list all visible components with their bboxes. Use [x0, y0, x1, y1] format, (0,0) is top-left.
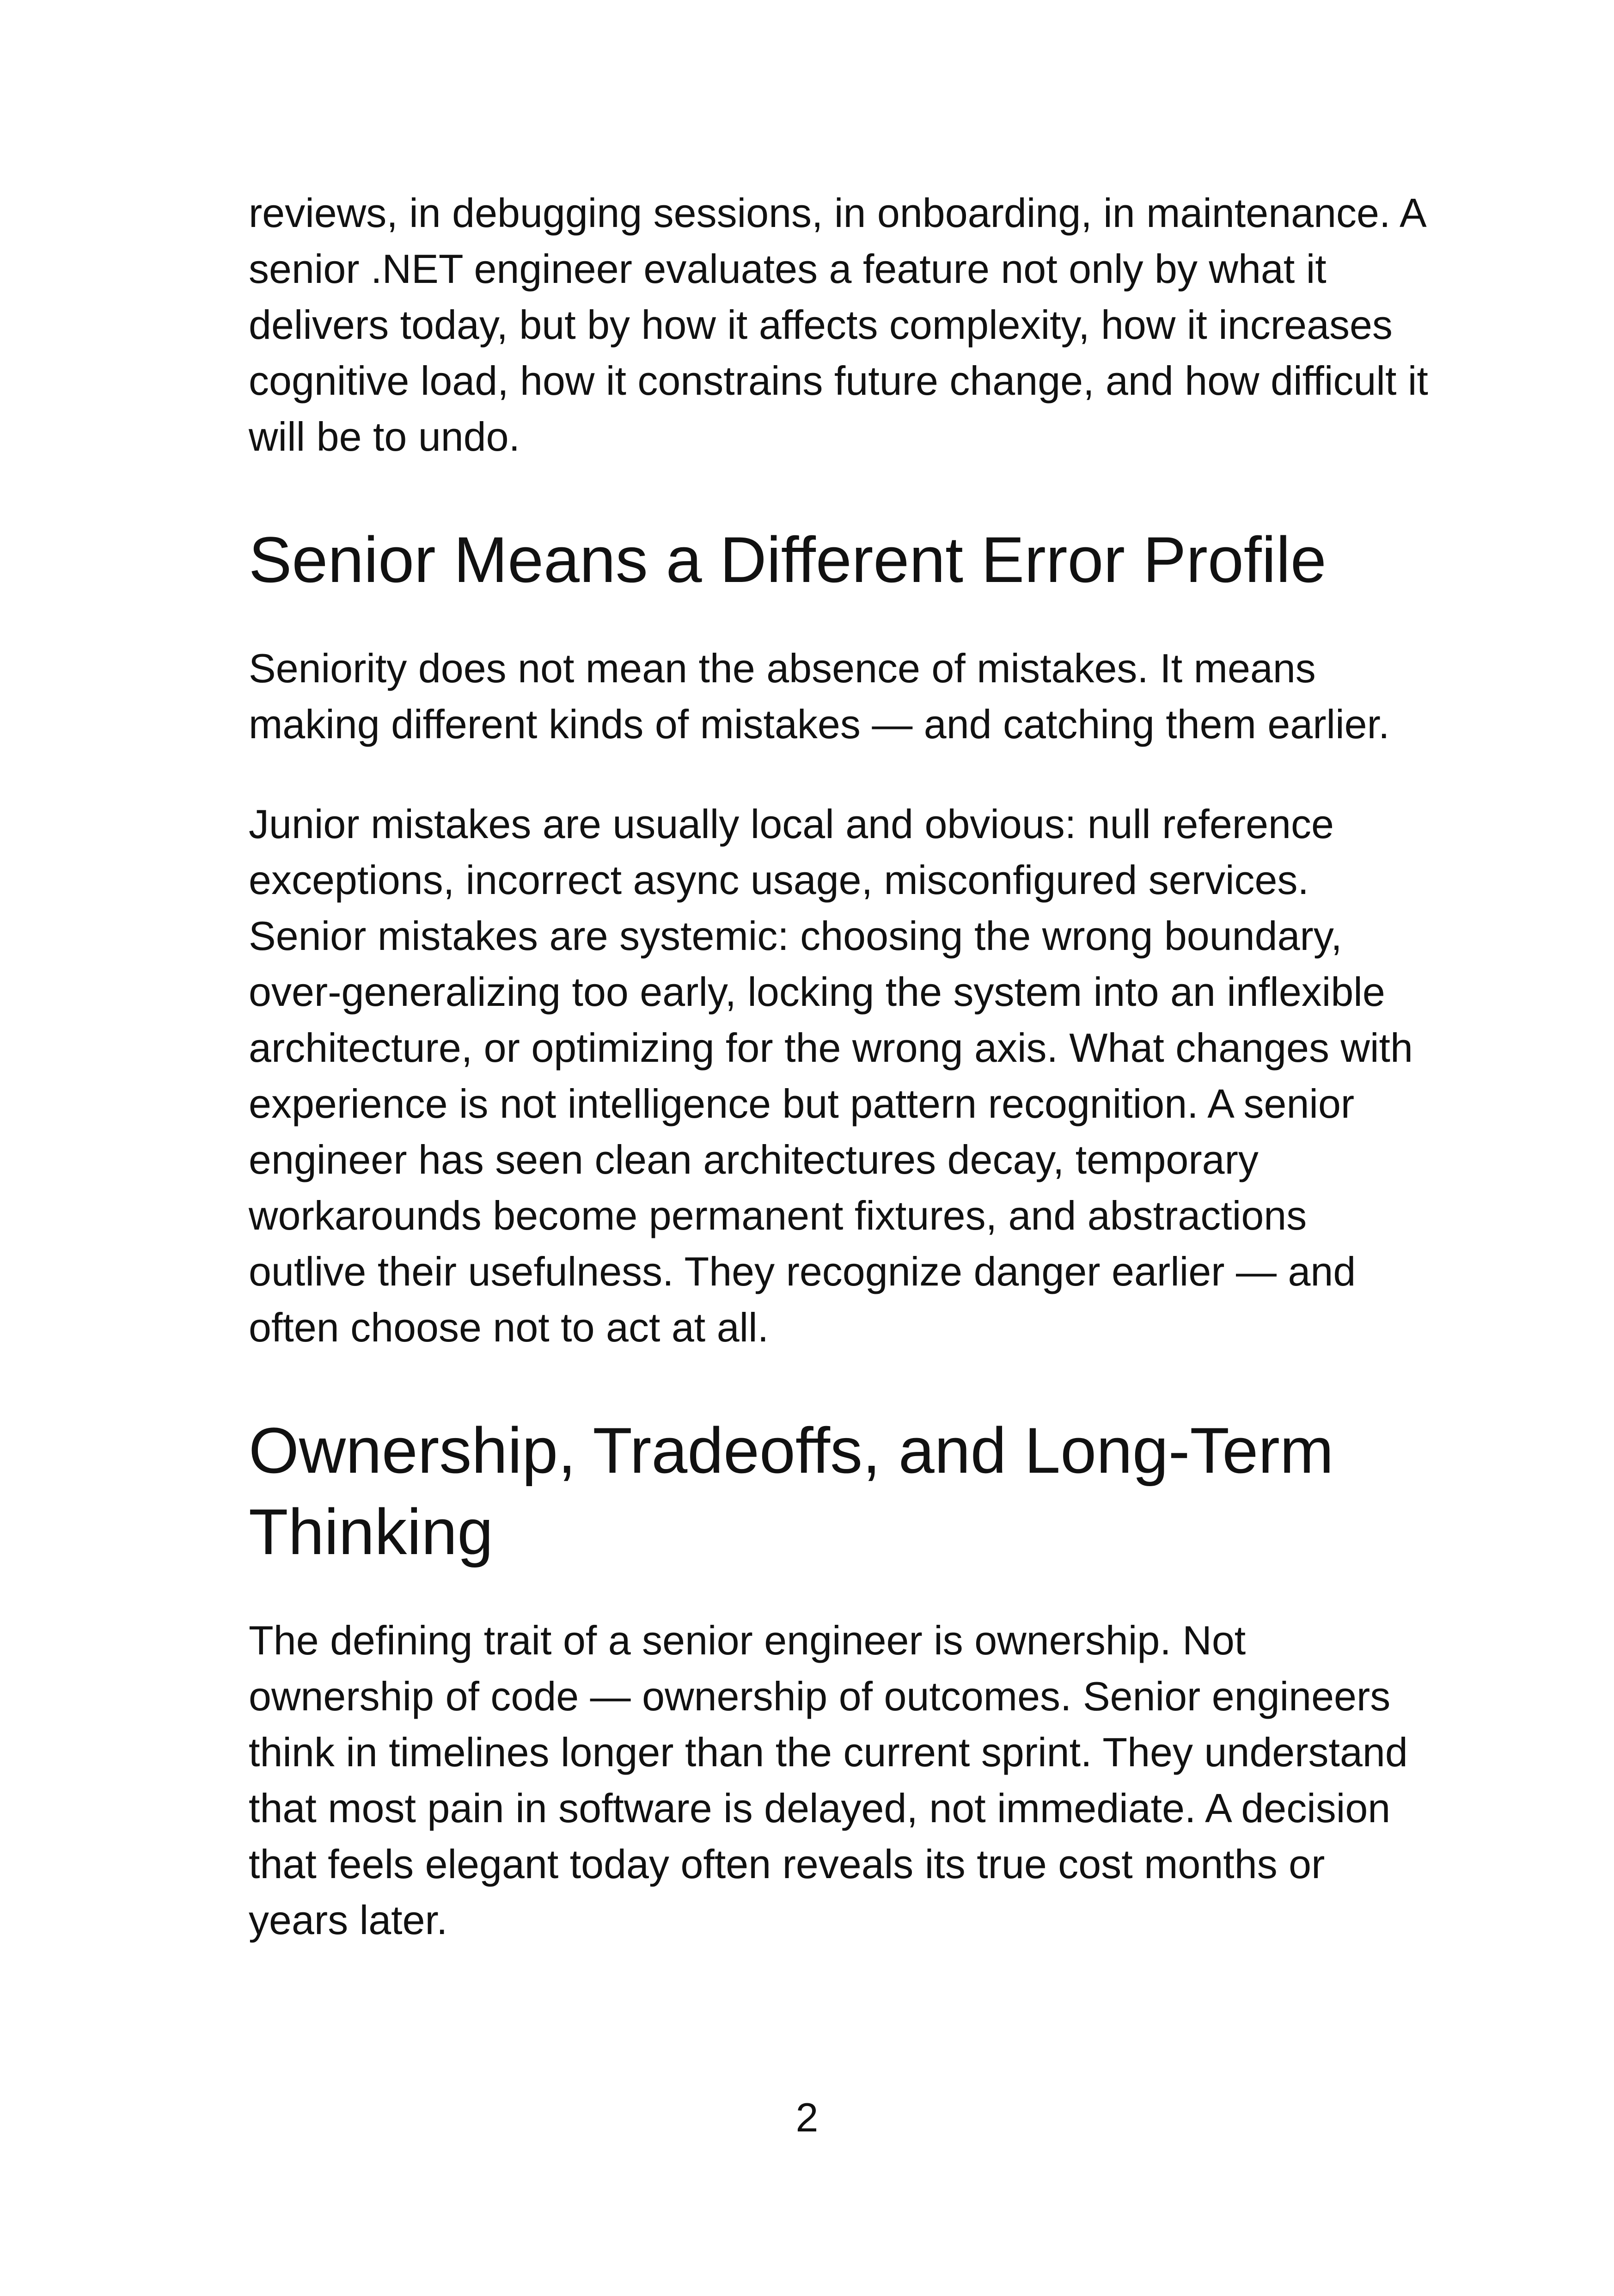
- section-paragraph: Junior mistakes are usually local and obvious: null reference exceptions, incorrect async usage, misconfigured services. Senior mistakes are systemic: choosing the wrong boundary, over-generalizing too early, locking the system into an inflexible architecture, or optimizing for the wrong axis. What changes with experience is not intelligence but pattern recognition. A senior engineer has seen clean architectures decay, temporary workarounds become permanent fixtures, and abstractions outlive their usefulness. They recognize danger earlier — and often choose not to act at all.: [249, 801, 1413, 1350]
- section-paragraph: The defining trait of a senior engineer is ownership. Not ownership of code — ownership of outcomes. Senior engineers think in timelines longer than the current sprint. They understand that most pain in software is delayed, not immediate. A decision that feels elegant today often reveals its true cost months or years later.: [249, 1617, 1408, 1943]
- section-heading-error-profile: Senior Means a Different Error Profile: [249, 523, 1327, 596]
- page-number: 2: [795, 2094, 819, 2140]
- page-content: [249, 185, 1432, 1948]
- intro-paragraph: reviews, in debugging sessions, in onboarding, in maintenance. A senior .NET engineer evaluates a feature not only by what it delivers today, but by how it affects complexity, how it increases cognitive load, how it constrains future change, and how difficult it will be to undo.: [249, 190, 1428, 459]
- section-heading-ownership: Ownership, Tradeoffs, and Long-Term Thinking: [249, 1414, 1334, 1568]
- section-paragraph: Seniority does not mean the absence of mistakes. It means making different kinds of mistakes — and catching them earlier.: [249, 645, 1390, 747]
- paragraph-spacer: [249, 752, 1432, 796]
